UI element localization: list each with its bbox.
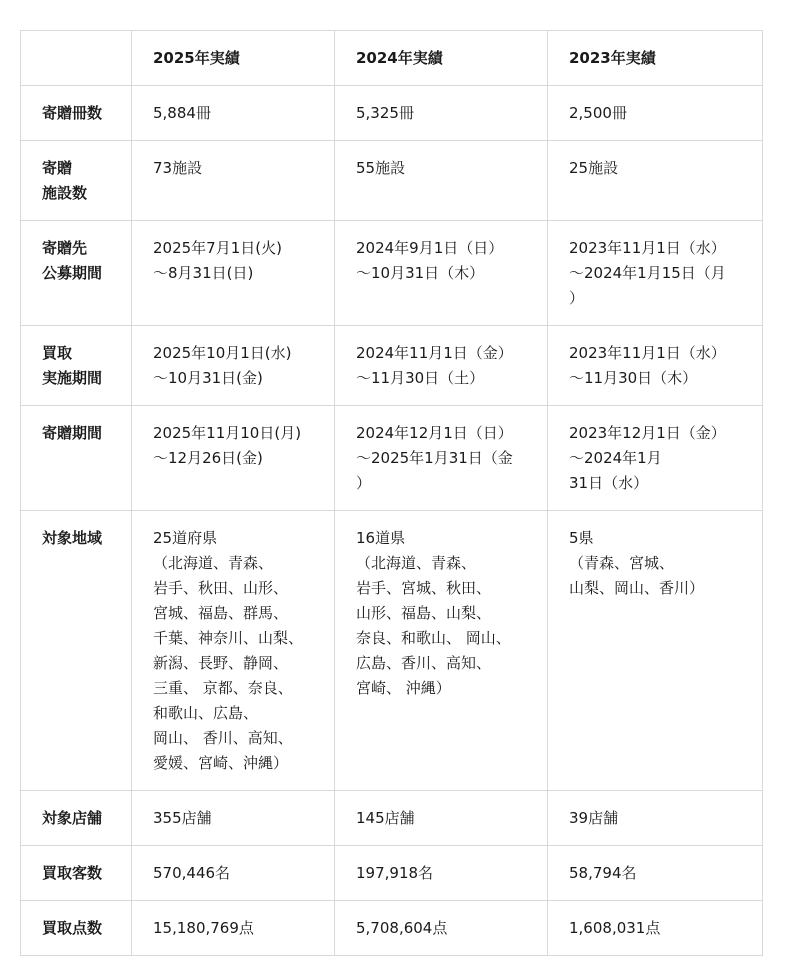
row-label: 対象地域 [21,511,132,791]
row-target-stores [21,791,763,846]
row-label: 寄贈先 公募期間 [21,221,132,326]
row-label: 寄贈冊数 [21,86,132,141]
cell-2025: 355店舗 [132,791,335,846]
row-purchase-period [21,326,763,406]
row-label: 買取客数 [21,846,132,901]
cell-2024: 5,708,604点 [335,901,548,956]
cell-2023: 58,794名 [548,846,763,901]
cell-2023: 2023年11月1日（水） 〜11月30日（木） [548,326,763,406]
row-label: 対象店舗 [21,791,132,846]
cell-2024: 55施設 [335,141,548,221]
results-table [20,30,763,956]
cell-2023: 25施設 [548,141,763,221]
cell-2023: 5県 （青森、宮城、 山梨、岡山、香川） [548,511,763,791]
cell-2023: 2023年12月1日（金） 〜2024年1月 31日（水） [548,406,763,511]
cell-2025: 2025年7月1日(火) 〜8月31日(日) [132,221,335,326]
row-label: 買取 実施期間 [21,326,132,406]
row-facilities [21,141,763,221]
column-header-2023: 2023年実績 [548,31,763,86]
cell-2023: 1,608,031点 [548,901,763,956]
header-row [21,31,763,86]
row-label: 買取点数 [21,901,132,956]
cell-2024: 2024年9月1日（日） 〜10月31日（木） [335,221,548,326]
cell-2023: 2,500冊 [548,86,763,141]
cell-2025: 15,180,769点 [132,901,335,956]
column-header-2024: 2024年実績 [335,31,548,86]
column-header-2025: 2025年実績 [132,31,335,86]
row-application-period [21,221,763,326]
cell-2024: 2024年12月1日（日） 〜2025年1月31日（金 ） [335,406,548,511]
row-label: 寄贈期間 [21,406,132,511]
cell-2025: 5,884冊 [132,86,335,141]
row-target-region [21,511,763,791]
row-customers [21,846,763,901]
cell-2023: 2023年11月1日（水） 〜2024年1月15日（月 ） [548,221,763,326]
row-donation-period [21,406,763,511]
corner-cell [21,31,132,86]
cell-2024: 5,325冊 [335,86,548,141]
cell-2024: 2024年11月1日（金） 〜11月30日（土） [335,326,548,406]
cell-2024: 145店舗 [335,791,548,846]
row-items [21,901,763,956]
cell-2025: 2025年10月1日(水) 〜10月31日(金) [132,326,335,406]
cell-2024: 197,918名 [335,846,548,901]
cell-2025: 2025年11月10日(月) 〜12月26日(金) [132,406,335,511]
cell-2025: 73施設 [132,141,335,221]
row-donated-books [21,86,763,141]
cell-2023: 39店舗 [548,791,763,846]
cell-2025: 570,446名 [132,846,335,901]
row-label: 寄贈 施設数 [21,141,132,221]
cell-2025: 25道府県 （北海道、青森、 岩手、秋田、山形、 宮城、福島、群馬、 千葉、神奈川、山梨、 新潟、長野、静岡、 三重、 京都、奈良、 和歌山、広島、 岡山、 香川、高知、 愛媛、宮崎、沖縄） [132,511,335,791]
cell-2024: 16道県 （北海道、青森、 岩手、宮城、秋田、 山形、福島、山梨、 奈良、和歌山、 岡山、 広島、香川、高知、 宮崎、 沖縄） [335,511,548,791]
